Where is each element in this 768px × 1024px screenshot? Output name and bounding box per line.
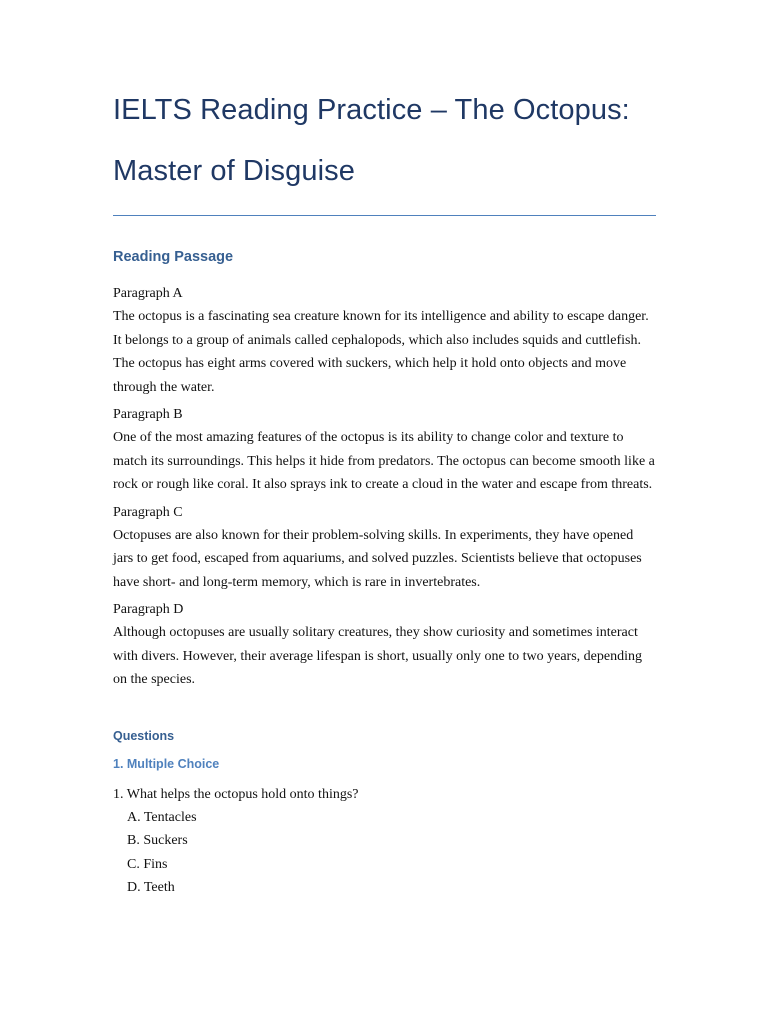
questions-heading: Questions (113, 728, 175, 743)
question-1-text: 1. What helps the octopus hold onto things? (113, 786, 359, 802)
title-divider (113, 215, 656, 216)
reading-passage (113, 282, 656, 692)
document-title (113, 80, 656, 202)
title-line-2: Master of Disguise (113, 155, 355, 187)
multiple-choice-heading: 1. Multiple Choice (113, 756, 220, 771)
paragraph-c-label: Paragraph C (113, 504, 183, 520)
option-c: C. Fins (127, 856, 168, 872)
reading-passage-heading: Reading Passage (113, 249, 234, 265)
option-a: A. Tentacles (127, 810, 197, 825)
option-b: B. Suckers (127, 833, 188, 849)
paragraph-d-label: Paragraph D (113, 602, 184, 617)
paragraph-b-label: Paragraph B (113, 407, 183, 422)
paragraph-a-text: The octopus is a fascinating sea creature known for its intelligence and ability to escape danger. It belongs to a group of animals called cephalopods, which also includes squids and cuttlefish. The octopus has eight arms covered with suckers, which help it hold onto objects and move through the water. (113, 309, 649, 395)
document-page (113, 80, 656, 899)
paragraph-d-text: Although octopuses are usually solitary creatures, they show curiosity and sometimes interact with divers. However, their average lifespan is short, usually only one to two years, depending on the species. (113, 625, 642, 687)
question-1 (113, 783, 656, 900)
option-d: D. Teeth (127, 879, 175, 895)
question-1-options (127, 806, 656, 899)
title-line-1: IELTS Reading Practice – The Octopus: (113, 94, 630, 126)
paragraph-c-text: Octopuses are also known for their problem-solving skills. In experiments, they have opened jars to get food, escaped from aquariums, and solved puzzles. Scientists believe that octopuses have short- and long-term memory, which is rare in invertebrates. (113, 527, 642, 590)
paragraph-a-label: Paragraph A (113, 286, 183, 301)
paragraph-b-text: One of the most amazing features of the octopus is its ability to change color and texture to match its surroundings. This helps it hide from predators. The octopus can become smooth like a rock or rough like coral. It also sprays ink to create a cloud in the water and escape from threats. (113, 430, 655, 492)
